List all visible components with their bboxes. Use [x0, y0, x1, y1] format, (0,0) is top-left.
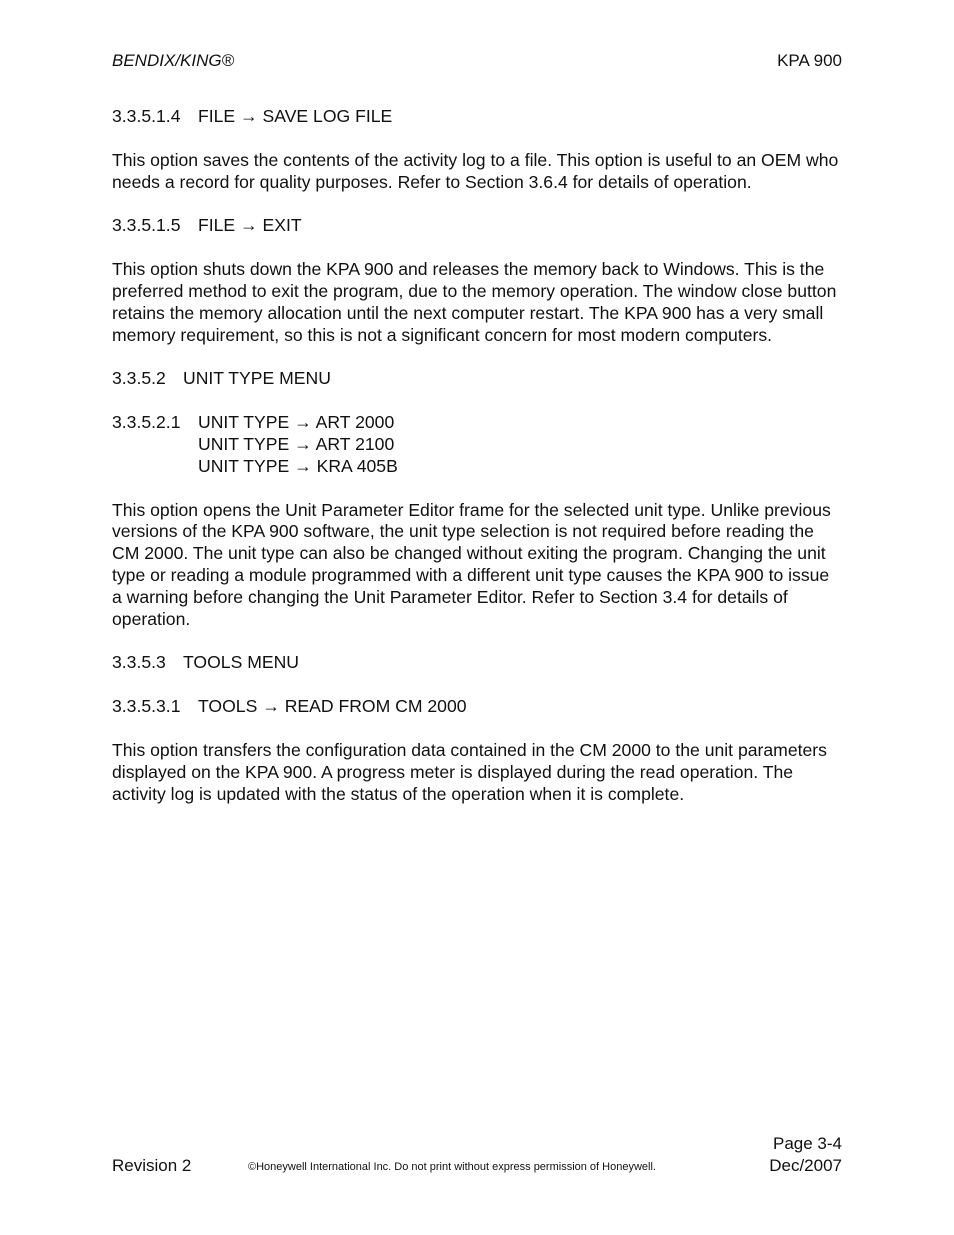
paragraph-read-from-cm2000: This option transfers the configuration data contained in the CM 2000 to the unit parameters displayed on the KPA 900. A progress meter is displayed during the read operation. The activity log is updated with the status of the operation when it is complete. [112, 739, 827, 804]
section-number: 3.3.5.2 [112, 368, 166, 389]
page-header [112, 51, 842, 71]
page-footer [112, 1132, 842, 1182]
paragraph-exit: This option shuts down the KPA 900 and releases the memory back to Windows. This is the preferred method to exit the program, due to the memory operation. The window close button retains the memory allocation until the next computer restart. The KPA 900 has a very small memory requirement, so this is not a significant concern for most modern computers. [112, 259, 837, 345]
section-title: TOOLS → READ FROM CM 2000 [198, 696, 467, 717]
section-heading-unit-type-menu [112, 368, 842, 390]
section-heading-save-log-file [112, 106, 842, 128]
section-number: 3.3.5.3.1 [112, 696, 181, 717]
section-number: 3.3.5.2.1 [112, 412, 181, 433]
footer-copyright: ©Honeywell International Inc. Do not print without express permission of Honeywell. [248, 1161, 656, 1173]
section-title: UNIT TYPE MENU [183, 368, 331, 389]
section-heading-read-from-cm2000 [112, 696, 842, 718]
footer-date: Dec/2007 [769, 1156, 842, 1175]
footer-revision: Revision 2 [112, 1156, 192, 1175]
footer-page-number: Page 3-4 [773, 1134, 842, 1153]
section-title-kra-405b: UNIT TYPE → KRA 405B [198, 455, 398, 476]
paragraph-unit-type: This option opens the Unit Parameter Editor frame for the selected unit type. Unlike previous versions of the KPA 900 software, the unit type selection is not required before reading the CM 2000. The unit type can also be changed without exiting the program. Changing the unit type or reading a module programmed with a different unit type causes the KPA 900 to issue a warning before changing the Unit Parameter Editor. Refer to Section 3.4 for details of operation. [112, 499, 831, 629]
section-number: 3.3.5.1.4 [112, 106, 181, 126]
section-heading-exit [112, 215, 842, 237]
section-title: FILE → EXIT [198, 215, 302, 236]
paragraph-save-log-file: This option saves the contents of the activity log to a file. This option is useful to an OEM who needs a record for quality purposes. Refer to Section 3.6.4 for details of operation. [112, 149, 839, 192]
page-content [112, 106, 842, 827]
header-model: KPA 900 [777, 51, 842, 70]
section-heading-unit-type-options [112, 412, 842, 477]
section-number: 3.3.5.3 [112, 652, 166, 673]
section-title-art-2000: UNIT TYPE → ART 2000 [198, 412, 395, 433]
section-title: TOOLS MENU [183, 652, 300, 673]
section-heading-tools-menu [112, 652, 842, 674]
section-title-art-2100: UNIT TYPE → ART 2100 [198, 433, 395, 454]
section-number: 3.3.5.1.5 [112, 215, 181, 236]
header-brand: BENDIX/KING® [112, 51, 235, 70]
document-page [112, 0, 842, 1235]
section-title: FILE → SAVE LOG FILE [198, 106, 393, 126]
